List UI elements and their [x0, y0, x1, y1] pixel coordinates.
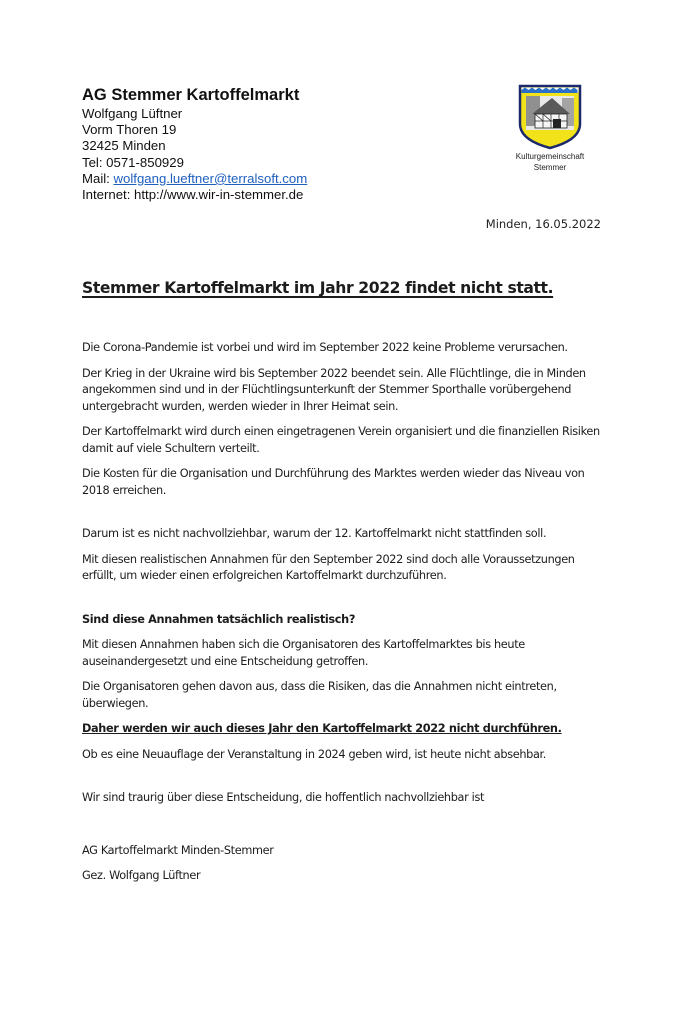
mail-label: Mail: [82, 170, 114, 186]
org-title: AG Stemmer Kartoffelmarkt [82, 86, 300, 104]
paragraph: Die Organisatoren gehen davon aus, dass die Risiken, das die Annahmen nicht eintreten, überwiegen. [82, 680, 557, 710]
letter-date: Minden, 16.05.2022 [485, 217, 601, 231]
sender-mail [82, 171, 307, 187]
headline: Stemmer Kartoffelmarkt im Jahr 2022 findet nicht statt. [82, 279, 554, 297]
paragraph: Mit diesen Annahmen haben sich die Organisatoren des Kartoffelmarktes bis heute auseinandergesetzt und eine Entscheidung getroffen. [82, 638, 525, 668]
mail-link[interactable]: wolfgang.lueftner@terralsoft.com [113, 170, 308, 186]
letter-body [82, 278, 612, 885]
paragraph: Der Kartoffelmarkt wird durch einen eingetragenen Verein organisiert und die finanziellen Risiken damit auf viele Schultern verteilt. [82, 425, 600, 455]
logo [510, 84, 590, 172]
letterhead [82, 86, 307, 203]
paragraph: Die Kosten für die Organisation und Durchführung des Marktes werden wieder das Niveau von 2018 erreichen. [82, 467, 585, 497]
logo-caption-line1: Kulturgemeinschaft [515, 152, 585, 161]
paragraph: Mit diesen realistischen Annahmen für den September 2022 sind doch alle Voraussetzungen erfüllt, um wieder einen erfolgreichen Kartoffelmarkt durchzuführen. [82, 552, 575, 582]
signature-name: Gez. Wolfgang Lüftner [82, 869, 201, 882]
coat-of-arms-icon [518, 84, 582, 150]
sender-street: Vorm Thoren 19 [82, 122, 177, 138]
sender-phone: Tel: 0571-850929 [82, 154, 184, 170]
paragraph: Ob es eine Neuauflage der Veranstaltung in 2024 geben wird, ist heute nicht absehbar. [82, 747, 547, 761]
logo-caption-line2: Stemmer [533, 163, 567, 172]
sender-website: Internet: http://www.wir-in-stemmer.de [82, 187, 304, 203]
closing-paragraph: Wir sind traurig über diese Entscheidung, die hoffentlich nachvollziehbar ist [82, 791, 485, 804]
section-subheading: Sind diese Annahmen tatsächlich realistisch? [82, 612, 356, 626]
sender-name: Wolfgang Lüftner [82, 106, 183, 121]
paragraph: Die Corona-Pandemie ist vorbei und wird im September 2022 keine Probleme verursachen. [82, 341, 568, 354]
signature-org: AG Kartoffelmarkt Minden-Stemmer [82, 843, 274, 857]
sender-city: 32425 Minden [82, 138, 166, 154]
paragraph: Der Krieg in der Ukraine wird bis September 2022 beendet sein. Alle Flüchtlinge, die in Minden angekommen sind und in der Flüchtlingsunterkunft der Stemmer Sporthalle vorübergehend untergebracht wurden, werden wieder in Ihrer Heimat sein. [82, 366, 586, 413]
decision-statement: Daher werden wir auch dieses Jahr den Kartoffelmarkt 2022 nicht durchführen. [82, 722, 562, 735]
paragraph: Darum ist es nicht nachvollziehbar, warum der 12. Kartoffelmarkt nicht stattfinden soll. [82, 527, 547, 540]
